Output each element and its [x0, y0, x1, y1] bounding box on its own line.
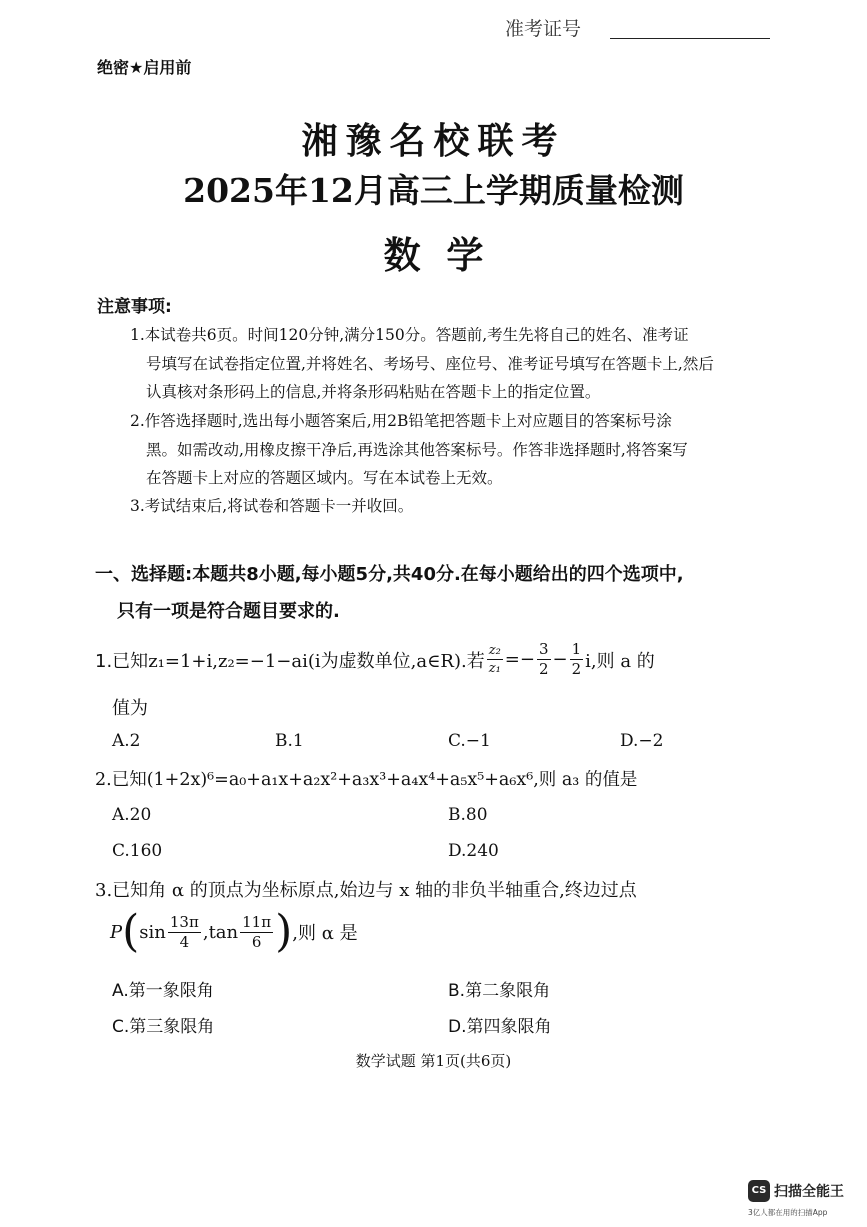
- notice-line: 3.考试结束后,将试卷和答题卡一并收回。: [130, 497, 414, 515]
- section-heading-cont: 只有一项是符合题目要求的.: [117, 601, 340, 622]
- notice-line: 在答题卡上对应的答题区域内。写在本试卷上无效。: [146, 469, 503, 487]
- notice-line: 黑。如需改动,用橡皮擦干净后,再选涂其他答案标号。作答非选择题时,将答案写: [146, 441, 688, 459]
- q1-minus: −: [552, 649, 568, 670]
- q3-left-paren: (: [122, 906, 140, 957]
- q2-option-c[interactable]: C.160: [112, 841, 163, 861]
- q3-fraction-13pi-4: $\frac{13\pi}{4}$: [169, 912, 199, 951]
- page-footer: 数学试题 第1页(共6页): [355, 1052, 512, 1070]
- secret-label: 绝密★启用前: [97, 58, 192, 77]
- q1-condition: z₁=1+i,z₂=−1−ai(i为虚数单位,a∈R).若: [148, 650, 485, 672]
- q1-option-a[interactable]: A.2: [112, 731, 141, 751]
- q2-option-d[interactable]: D.240: [448, 841, 499, 861]
- subject-title: 数 学: [383, 233, 484, 277]
- q1-fraction-1-2: $\frac{1}{2}$: [571, 640, 582, 678]
- page-subtitle: 2025年12月高三上学期质量检测: [183, 171, 684, 210]
- page-title: 湘豫名校联考: [301, 120, 566, 162]
- notice-line: 1.本试卷共6页。时间120分钟,满分150分。答题前,考生先将自己的姓名、准考证: [130, 326, 689, 344]
- q3-point-p: P: [110, 921, 123, 943]
- section-heading: 一、选择题:本题共8小题,每小题5分,共40分.在每小题给出的四个选项中,: [95, 564, 684, 585]
- question-3-point: [110, 906, 358, 957]
- q3-tail: ,则 α 是: [292, 923, 358, 944]
- question-3: 3.已知角 α 的顶点为坐标原点,始边与 x 轴的非负半轴重合,终边过点: [95, 880, 637, 901]
- exam-id-field-line[interactable]: [610, 38, 770, 39]
- q3-option-c[interactable]: C.第三象限角: [112, 1017, 215, 1037]
- q3-option-b[interactable]: B.第二象限角: [448, 981, 551, 1001]
- question-2: 2.已知(1+2x)⁶=a₀+a₁x+a₂x²+a₃x³+a₄x⁴+a₅x⁵+a₆x⁶,则 a₃ 的值是: [95, 770, 638, 790]
- q1-equals: =−: [504, 649, 535, 670]
- notice-heading: 注意事项:: [97, 297, 172, 317]
- q1-fraction-3-2: $\frac{3}{2}$: [538, 640, 549, 678]
- scanner-logo-icon: CS: [748, 1180, 770, 1202]
- q3-tan: ,tan: [202, 921, 239, 943]
- notice-line: 号填写在试卷指定位置,并将姓名、考场号、座位号、准考证号填写在答题卡上,然后: [146, 355, 714, 373]
- exam-id-label: 准考证号: [505, 18, 582, 40]
- q1-prefix: 1.已知: [95, 650, 149, 672]
- q3-option-d[interactable]: D.第四象限角: [448, 1017, 552, 1037]
- notice-line: 2.作答选择题时,选出每小题答案后,用2B铅笔把答题卡上对应题目的答案标号涂: [130, 412, 672, 430]
- scanner-app-tagline: 3亿人都在用的扫描App: [748, 1208, 828, 1217]
- scanner-app-name: 扫描全能王: [774, 1184, 844, 1200]
- q3-fraction-11pi-6: $\frac{11\pi}{6}$: [242, 912, 272, 951]
- scanner-watermark: [748, 1177, 863, 1221]
- q2-option-a[interactable]: A.20: [112, 805, 152, 825]
- question-1: [95, 642, 655, 677]
- q3-sin: sin: [139, 921, 166, 943]
- q1-option-c[interactable]: C.−1: [448, 731, 491, 751]
- q1-option-d[interactable]: D.−2: [620, 731, 664, 751]
- q1-continuation: 值为: [112, 698, 148, 719]
- q3-option-a[interactable]: A.第一象限角: [112, 981, 214, 1001]
- q2-option-b[interactable]: B.80: [448, 805, 488, 825]
- q1-ratio-fraction: $\frac{\text{z₂}}{\text{z₁}}$: [488, 643, 501, 676]
- q1-tail: i,则 a 的: [585, 650, 655, 672]
- notice-line: 认真核对条形码上的信息,并将条形码粘贴在答题卡上的指定位置。: [146, 383, 601, 401]
- q3-right-paren: ): [275, 906, 293, 957]
- q1-option-b[interactable]: B.1: [275, 731, 304, 751]
